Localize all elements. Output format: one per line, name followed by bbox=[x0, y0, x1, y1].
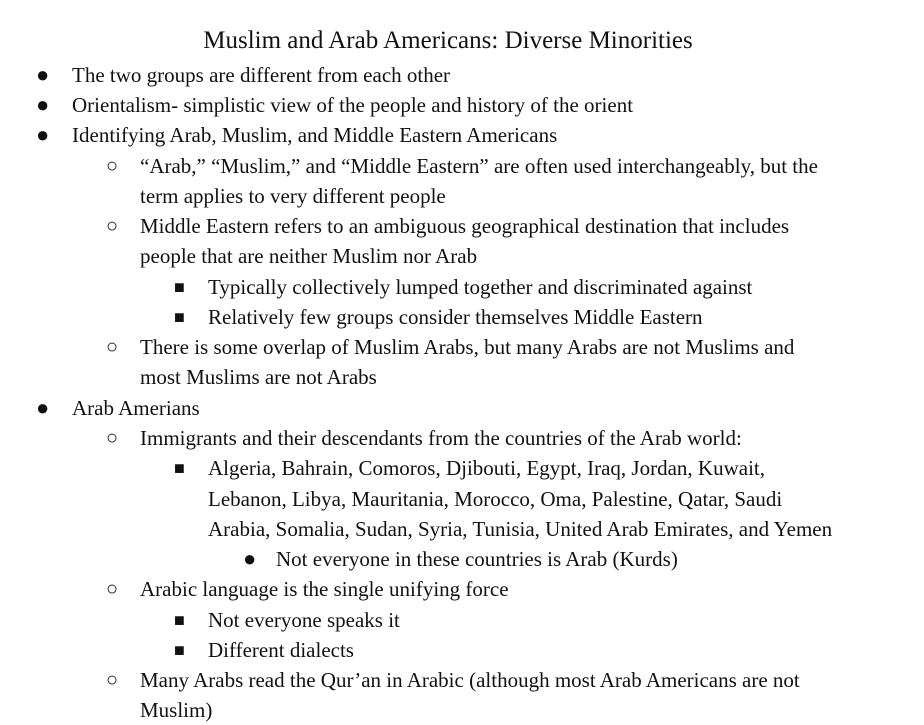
outline-item-continuation: Muslim) bbox=[140, 698, 213, 722]
outline-item: Typically collectively lumped together and discriminated against bbox=[208, 275, 753, 299]
bullet-marker-level3: ■ bbox=[174, 640, 185, 660]
outline-item: Middle Eastern refers to an ambiguous geographical destination that includes bbox=[140, 214, 790, 238]
outline-item: Not everyone in these countries is Arab (Kurds) bbox=[276, 547, 678, 571]
outline-item: Orientalism- simplistic view of the people and history of the orient bbox=[72, 93, 634, 117]
bullet-marker-level3: ■ bbox=[174, 307, 185, 327]
outline-item: Many Arabs read the Qur’an in Arabic (although most Arab Americans are not bbox=[140, 668, 800, 692]
outline-item-continuation: most Muslims are not Arabs bbox=[140, 365, 377, 389]
outline-item: Different dialects bbox=[208, 638, 354, 662]
outline-item: There is some overlap of Muslim Arabs, but many Arabs are not Muslims and bbox=[140, 335, 795, 359]
bullet-marker-level1: ● bbox=[36, 395, 50, 420]
bullet-marker-level1: ● bbox=[36, 92, 50, 117]
outline-item-continuation: term applies to very different people bbox=[140, 184, 446, 208]
bullet-marker-level2: ○ bbox=[106, 336, 119, 358]
outline-item-continuation: people that are neither Muslim nor Arab bbox=[140, 244, 478, 268]
bullet-marker-level1: ● bbox=[36, 62, 50, 87]
outline-item: Algeria, Bahrain, Comoros, Djibouti, Egypt, Iraq, Jordan, Kuwait, bbox=[208, 456, 765, 480]
outline-item: Immigrants and their descendants from the countries of the Arab world: bbox=[140, 426, 742, 450]
bullet-marker-level3: ■ bbox=[174, 458, 185, 478]
bullet-marker-level2: ○ bbox=[106, 669, 119, 691]
bullet-marker-level4: ● bbox=[243, 546, 257, 571]
outline-item: The two groups are different from each other bbox=[72, 63, 451, 87]
outline-item-continuation: Arabia, Somalia, Sudan, Syria, Tunisia, United Arab Emirates, and Yemen bbox=[208, 517, 833, 541]
bullet-marker-level2: ○ bbox=[106, 578, 119, 600]
bullet-marker-level2: ○ bbox=[106, 155, 119, 177]
outline-item: Identifying Arab, Muslim, and Middle Eastern Americans bbox=[72, 123, 558, 147]
bullet-marker-level2: ○ bbox=[106, 215, 119, 237]
bullet-marker-level3: ■ bbox=[174, 610, 185, 630]
bullet-marker-level1: ● bbox=[36, 122, 50, 147]
bullet-marker-level2: ○ bbox=[106, 427, 119, 449]
outline-item-continuation: Lebanon, Libya, Mauritania, Morocco, Oma, Palestine, Qatar, Saudi bbox=[208, 487, 783, 511]
outline-item: Arabic language is the single unifying force bbox=[140, 577, 509, 601]
outline-item: Not everyone speaks it bbox=[208, 608, 400, 632]
document-title: Muslim and Arab Americans: Diverse Minorities bbox=[203, 27, 693, 54]
outline-item: Arab Amerians bbox=[72, 396, 200, 420]
bullet-marker-level3: ■ bbox=[174, 277, 185, 297]
outline-item: Relatively few groups consider themselves Middle Eastern bbox=[208, 305, 703, 329]
outline-item: “Arab,” “Muslim,” and “Middle Eastern” are often used interchangeably, but the bbox=[140, 154, 818, 178]
